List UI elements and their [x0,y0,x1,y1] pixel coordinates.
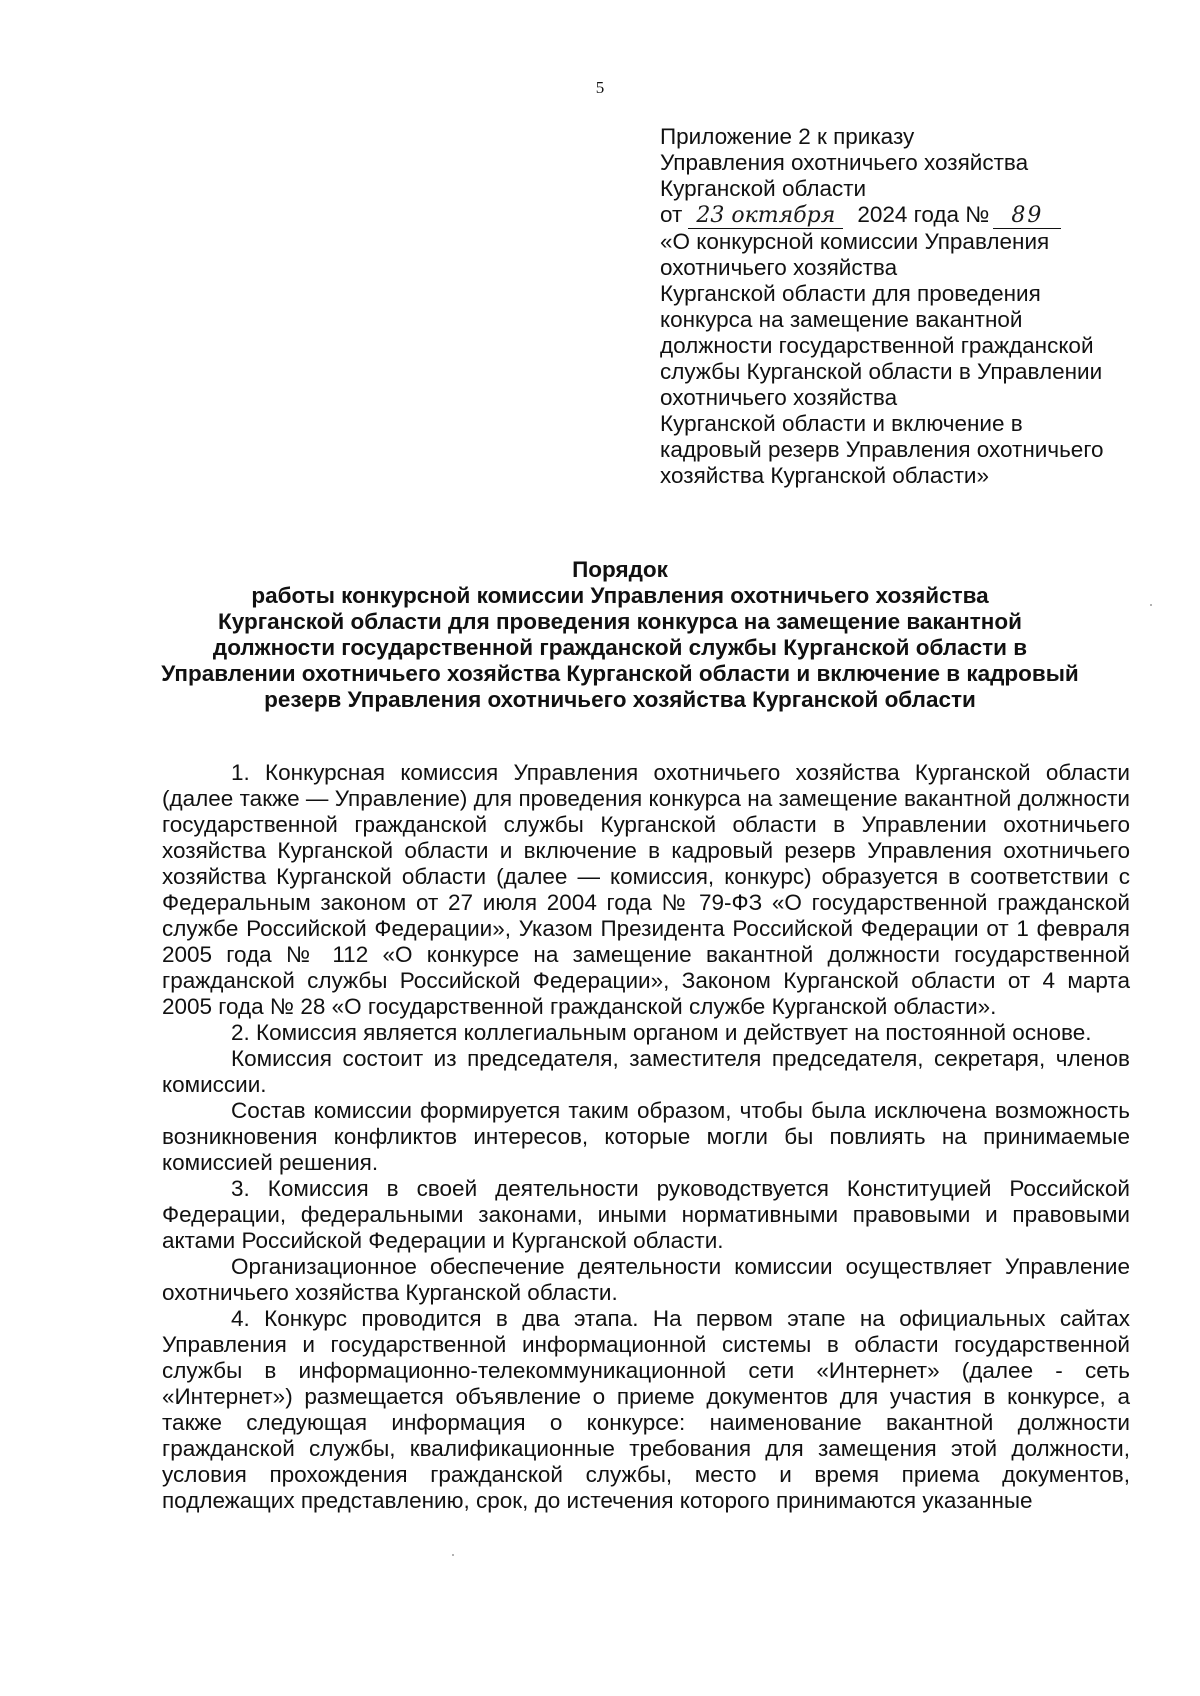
order-title-line: Курганской области для проведения [660,281,1041,306]
page-number: 5 [595,78,605,97]
appendix-line: Приложение 2 к приказу [660,124,915,149]
paragraph: Состав комиссии формируется таким образом, чтобы была исключена возможность возникновения конфликтов интересов, которые могли бы повлиять на принимаемые комиссией решения. [162,1098,1130,1175]
order-title-line: охотничьего хозяйства [660,385,898,410]
paragraph: 3. Комиссия в своей деятельности руководствуется Конституцией Российской Федерации, федеральными законами, иными нормативными правовыми и правовыми актами Российской Федерации и Курганской области. [162,1176,1130,1253]
paragraph: 2. Комиссия является коллегиальным органом и действует на постоянной основе. [231,1020,1092,1045]
document-title [140,557,1100,713]
paragraph: 4. Конкурс проводится в два этапа. На первом этапе на официальных сайтах Управления и государственной информационной системы в области государственной службы в информационно-телекоммуникационной сети «Интернет» (далее - сеть «Интернет») размещается объявление о приеме документов для участия в конкурсе, а также следующая информация о конкурсе: наименование вакантной должности гражданской службы, квалификационные требования для замещения этой должности, условия прохождения гражданской службы, место и время приема документов, подлежащих представлению, срок, до истечения которого принимаются указанные [162,1306,1130,1513]
order-title-line: «О конкурсной комиссии Управления [660,229,1050,254]
title-subtitle-line: должности государственной гражданской службы Курганской области в [212,635,1028,660]
handwritten-date: 23 октября [688,204,843,229]
title-heading: Порядок [572,557,668,582]
order-title-line: конкурса на замещение вакантной [660,307,1023,332]
order-title-line: кадровый резерв Управления охотничьего [660,437,1104,462]
appendix-header [660,124,1130,489]
year-text: 2024 года № [857,202,990,227]
order-date-line [660,202,1130,229]
title-subtitle-line: Управлении охотничьего хозяйства Курганской области и включение в кадровый [161,661,1079,686]
appendix-line: Курганской области [660,176,867,201]
paragraph: Организационное обеспечение деятельности комиссии осуществляет Управление охотничьего хозяйства Курганской области. [162,1254,1130,1305]
order-title-line: Курганской области и включение в [660,411,1023,436]
order-title-line: должности государственной гражданской [660,333,1094,358]
scan-speck [1150,604,1152,606]
scan-speck [452,1554,454,1556]
handwritten-order-number: 89 [993,204,1061,229]
appendix-line: Управления охотничьего хозяйства [660,150,1029,175]
order-title-line: службы Курганской области в Управлении [660,359,1103,384]
order-title-line: охотничьего хозяйства [660,255,898,280]
paragraph: Комиссия состоит из председателя, заместителя председателя, секретаря, членов комиссии. [162,1046,1130,1097]
title-subtitle-line: резерв Управления охотничьего хозяйства Курганской области [264,687,976,712]
date-prefix: от [660,202,683,227]
order-title-line: хозяйства Курганской области» [660,463,989,488]
paragraph: 1. Конкурсная комиссия Управления охотничьего хозяйства Курганской области (далее также — Управление) для проведения конкурса на замещение вакантной должности государственной гражданской службы Курганской области в Управлении охотничьего хозяйства Курганской области и включение в кадровый резерв Управления охотничьего хозяйства Курганской области (далее — комиссия, конкурс) образуется в соответствии с Федеральным законом от 27 июля 2004 года № 79-ФЗ «О государственной гражданской службе Российской Федерации», Указом Президента Российской Федерации от 1 февраля 2005 года № 112 «О конкурсе на замещение вакантной должности государственной гражданской службы Российской Федерации», Законом Курганской области от 4 марта 2005 года № 28 «О государственной гражданской службе Курганской области». [162,760,1130,1019]
title-subtitle-line: Курганской области для проведения конкурса на замещение вакантной [218,609,1022,634]
document-body [162,760,1130,1514]
title-subtitle-line: работы конкурсной комиссии Управления охотничьего хозяйства [251,583,989,608]
